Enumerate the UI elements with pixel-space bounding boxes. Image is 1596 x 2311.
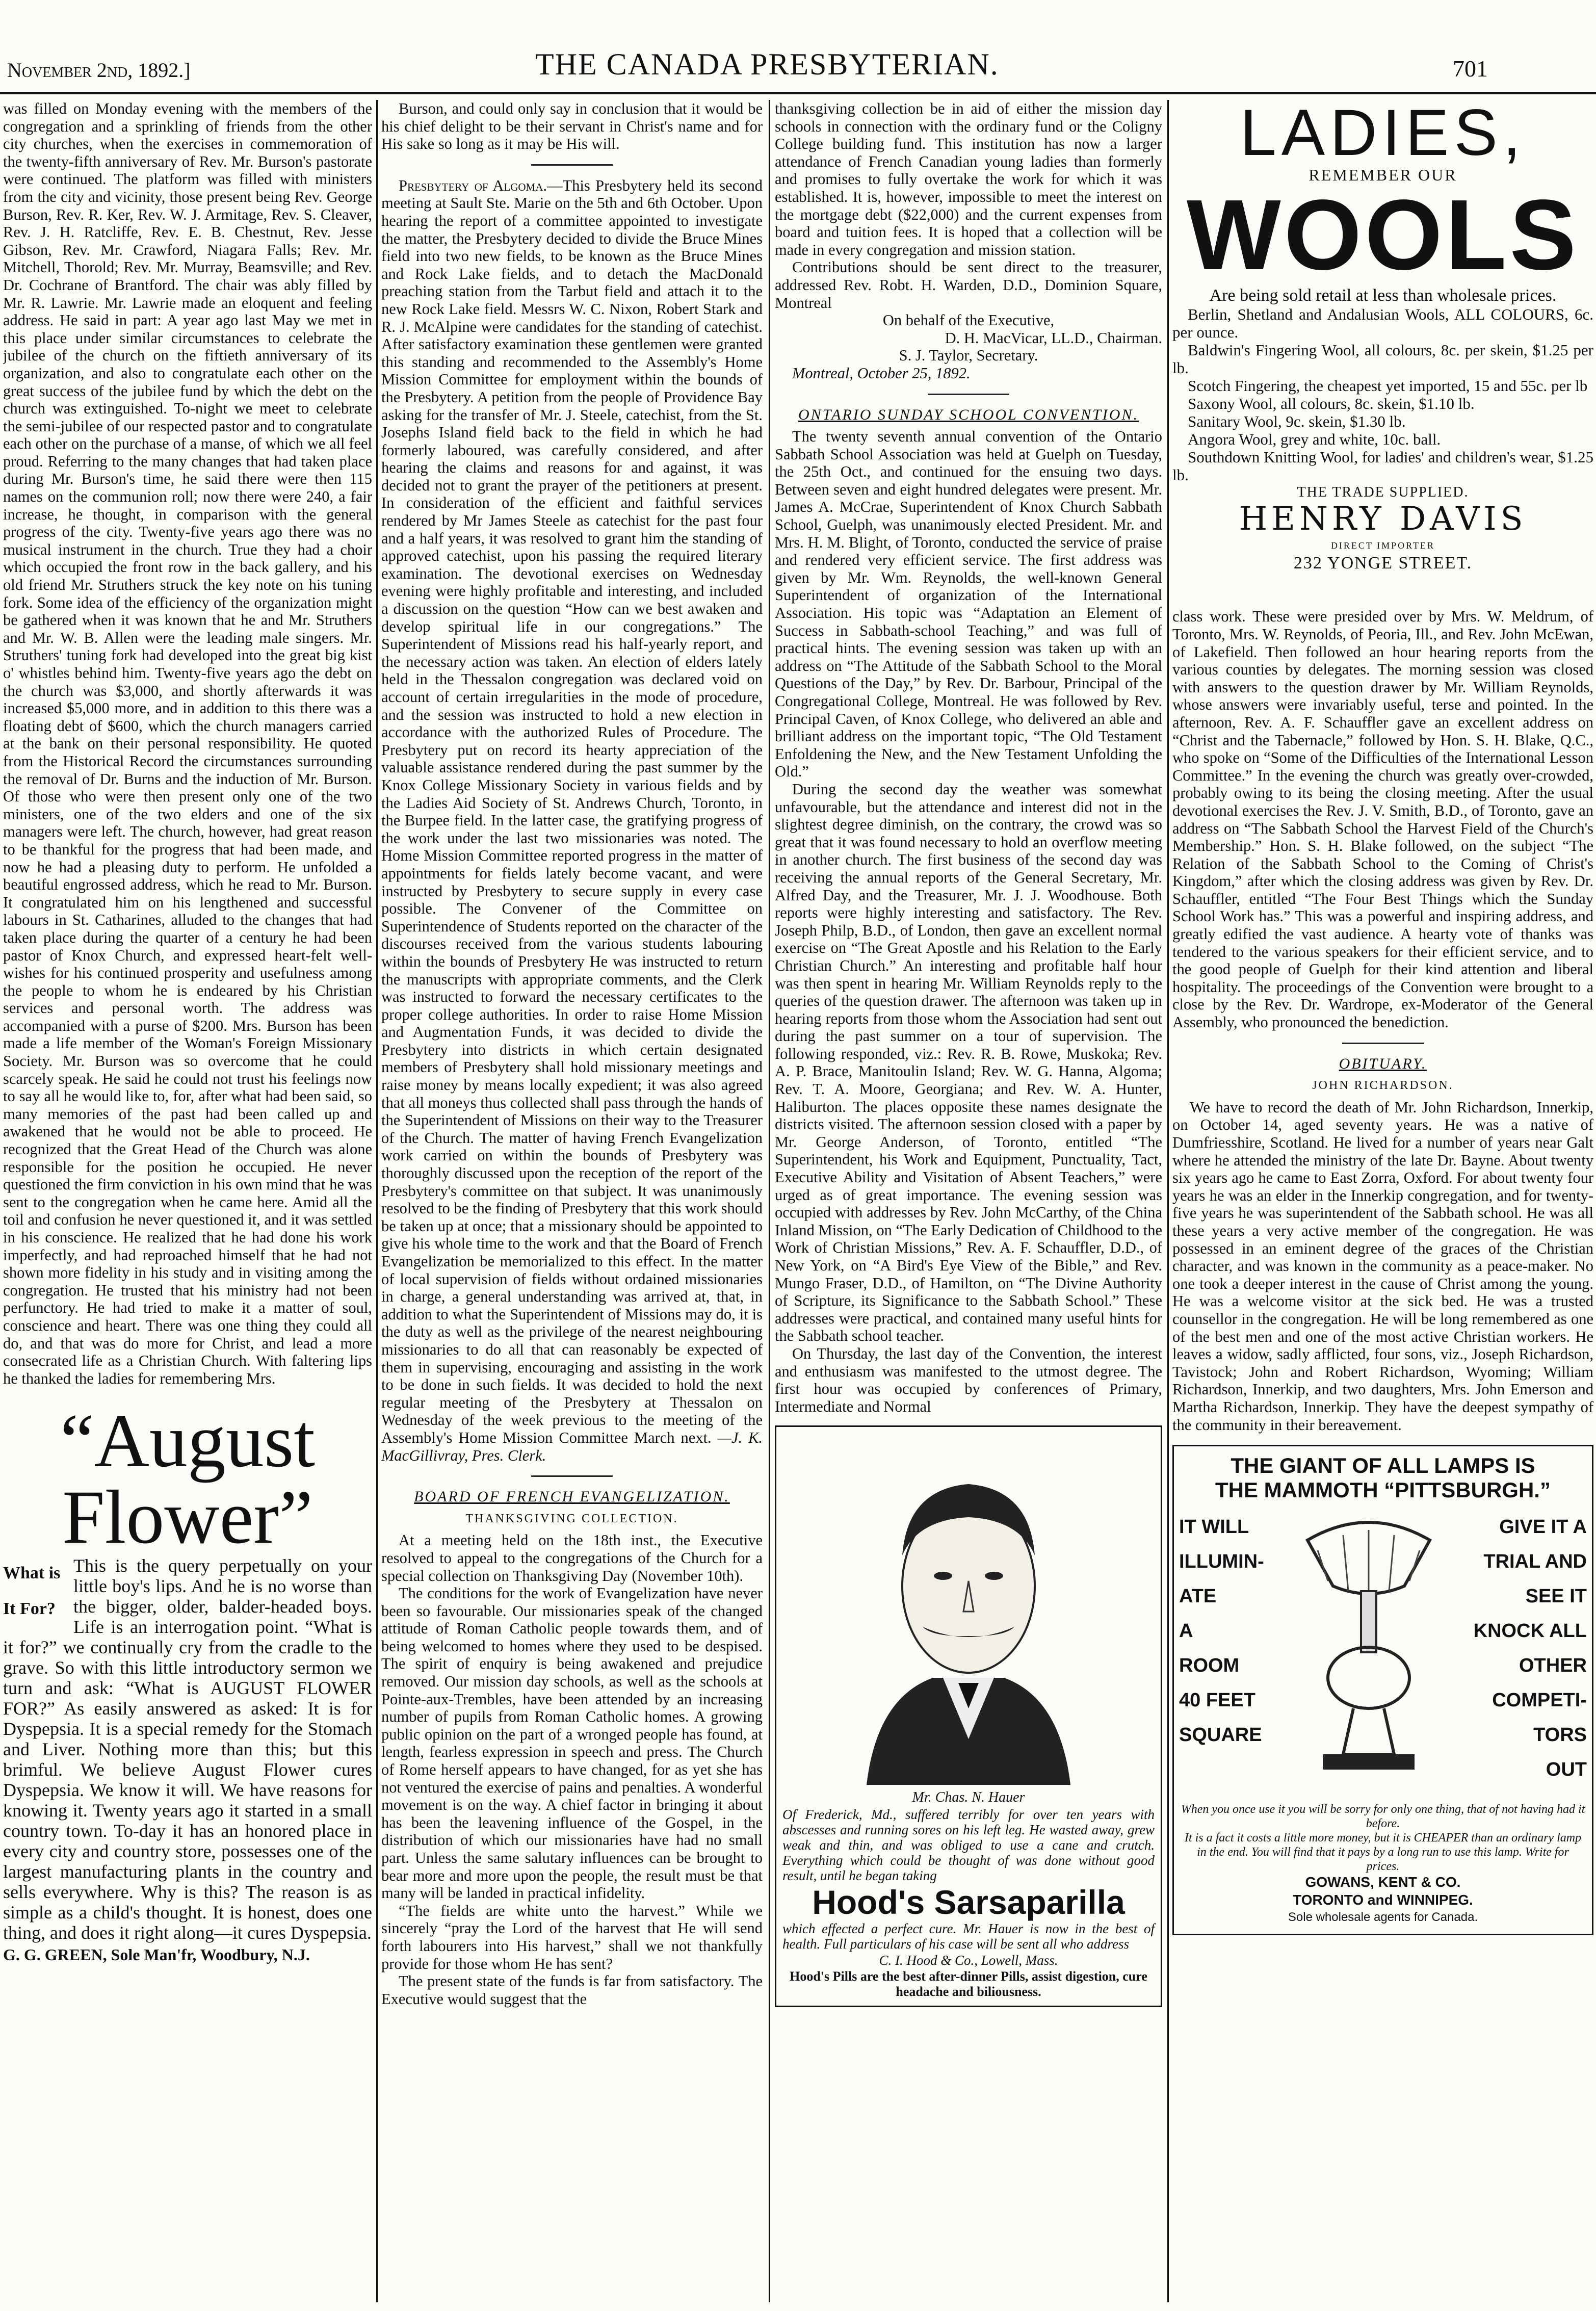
spacer (1172, 572, 1593, 608)
portrait-illustration (782, 1433, 1155, 1785)
header-rule (0, 92, 1596, 94)
ad-left-text (1179, 1510, 1264, 1795)
ad-line: ATE (1179, 1586, 1217, 1607)
article-text: “The fields are white unto the harvest.” While we sincerely “pray the Lord of the harvest that He will send forth labourers into His harvest,” shall we not thankfully provide for those whom He has sent? (381, 1902, 763, 1972)
separator (531, 164, 613, 166)
ad-line: IT WILL (1179, 1516, 1249, 1538)
ad-firm: GOWANS, KENT & CO. (1305, 1874, 1461, 1890)
ad-line: ILLUMIN- (1179, 1551, 1264, 1573)
article-presbytery-algoma (381, 177, 763, 1464)
ad-title-wools: WOOLS (1186, 178, 1580, 291)
ad-merchant-name: HENRY DAVIS (1239, 500, 1527, 538)
ad-body (3, 1555, 372, 1943)
ad-line: ROOM (1179, 1655, 1240, 1677)
ad-line: OTHER (1519, 1655, 1587, 1677)
article-text: The twenty seventh annual convention of the Ontario Sabbath School Association was held at Guelph on Tuesday, the 25th Oct., and continued for the ensuing two days. Between seven and eight hundred delegates were present. Mr. James A. McCrae, Superintendent of Knox Church Sabbath School, Guelph, was unanimously elected President. Mr. and Mrs. H. M. Blight, of Toronto, conducted the service of praise and rendered very efficient service. The first address was given by Mr. Wm. Reynolds, the well-known General Superintendent of organization of the International Association. His topic was “Adaptation an Element of Success in Sabbath-school Teaching,” and was full of practical hints. The evening session was taken up with an address on “The Attitude of the Sabbath School to the Moral Questions of the Day,” by Rev. Dr. Barbour, Principal of the Congregational College, Montreal. He was followed by Rev. Principal Caven, of Knox College, who delivered an able and brilliant address on the important topic, “The Old Testament Enfoldening the New, and the New Testament Unfolding the Old.” (775, 428, 1162, 781)
ladies-wools-ad (1172, 100, 1593, 572)
ad-line: OUT (1546, 1759, 1587, 1781)
article-text: During the second day the weather was somewhat unfavourable, but the attendance and interest did not in the slightest degree diminish, on the contrary, the crowd was so great that it was found necessary to hold an overflow meeting in another church. The first business of the second day was receiving the annual reports of the General Secretary, Mr. Alfred Day, and the Treasurer, Mr. J. J. Woodhouse. Both reports were highly interesting and satisfactory. The Rev. Joseph Philp, B.D., of London, then gave an excellent normal exercise on “The Great Apostle and his Relation to the Early Christian Church.” An interesting and profitable half hour was then spent in hearing Mr. William Reynolds reply to the queries of the question drawer. The afternoon was taken up in hearing reports from those whom the Association had sent out during the past summer on a tour of supervision. The following responded, viz.: Rev. R. B. Rowe, Muskoka; Rev. A. P. Brace, Manitoulin Island; Rev. W. G. Hanna, Algoma; Rev. T. A. Moore, Georgiana; and Rev. W. A. Hunter, Haliburton. The places opposite these names designate the districts visited. The afternoon session closed with a paper by Mr. George Anderson, of Toronto, entitled “The Superintendent, his Work and Equipment, Punctuality, Tact, Executive Ability and Visitation of Absent Teachers,” were urged as of great importance. The evening session was occupied with addresses by Rev. John McCarthy, of the China Inland Mission, on “The Early Dedication of Childhood to the Work of Christian Missions,” Rev. A. F. Schauffler, D.D., of New York, on “A Bird's Eye View of the Bible,” and Rev. Mungo Fraser, D.D., of Hamilton, on “The Divine Authority of Scripture, its Significance to the Sabbath School.” These addresses were practical, and contained many useful hints for the Sabbath school teacher. (775, 780, 1162, 1345)
ad-subtitle: REMEMBER OUR (1309, 166, 1457, 184)
separator (928, 394, 1009, 395)
ad-title: Hood's Sarsaparilla (812, 1883, 1125, 1921)
ad-city: TORONTO and WINNIPEG. (1293, 1891, 1473, 1908)
masthead-title: THE CANADA PRESBYTERIAN. (535, 47, 999, 81)
article-lead: Presbytery of Algoma. (399, 176, 547, 194)
ad-copy: It is a fact it costs a little more money, but it is CHEAPER than an ordinary lamp in the end. You will find that it pays by a long run to use this lamp. Write for prices. (1184, 1831, 1582, 1874)
obituary-text: We have to record the death of Mr. John Richardson, Innerkip, on October 14, aged seventy years. He was a native of Dumfriesshire, Scotland. He lived for a number of years near Galt where he attended the ministry of the late Dr. Bayne. About twenty six years ago he came to East Zorra, Oxford. For about twenty four years he was an elder in the Innerkip congregation, and for twenty-five years he was superintendent of the Sabbath school. He was all these years a very active member of the congregation. He was possessed in an eminent degree of the graces of the Christian character, and was known in the community as a peace-maker. No one took a deeper interest in the cause of Christ among the young. He was a welcome visitor at the sick bed. He was a trusted counsellor in the congregation. He will be long remembered as one of the best men and one of the most active Christian workers. He leaves a widow, sadly afflicted, four sons, viz., Joseph Richardson, Tavistock; John and Robert Richardson, Wyoming; William Richardson, Innerkip, and two daughters, Mrs. John Emerson and Martha Richardson, Innerkip. They have the deepest sympathy of the community in their bereavement. (1172, 1098, 1593, 1434)
separator (1342, 1043, 1424, 1044)
portrait-caption: Mr. Chas. N. Hauer (912, 1789, 1025, 1805)
article-burson-text: was filled on Monday evening with the members of the congregation and a sprinkling of friends from the other city churches, when the exercises in commemoration of the twenty-fifth anniversary of Rev. Mr. Burson's pastorate were continued. The platform was filled with ministers from the city and vicinity, those present being Rev. George Burson, Rev. R. Ker, Rev. W. J. Armitage, Rev. S. Cleaver, Rev. J. H. Ratcliffe, Rev. E. B. Chestnut, Rev. Jesse Gibson, Rev. Mr. Crawford, Niagara Falls; Rev. Mr. Mitchell, Thorold; Rev. Mr. Murray, Beamsville; and Rev. Dr. Cochrane of Brantford. The chair was ably filled by Mr. R. Lawrie. Mr. Lawrie made an eloquent and feeling address. He said in part: A year ago last May we met in this place under similar circumstances to celebrate the jubilee of the church on the fiftieth anniversary of its organization, and also to congratulate each other on the great success of the jubilee fund by which the debt on the church was extinguished. To-night we meet to celebrate the semi-jubilee of our respected pastor and to congratulate each other on the purchase of a manse, of which we all feel proud. Referring to the many changes that had taken place during Mr. Burson's time, he said there were then 115 names on the communion roll; now there were 240, a fair increase, he thought, in comparison with the general progress of the city. Twenty-five years ago there was no musical instrument in the church. True they had a choir which occupied the front row in the back gallery, and his old friend Mr. Struthers struck the key note on his tuning fork. Some idea of the efficiency of the organization might be gathered when it was known that he and Mr. Struthers and Mr. W. B. Allen were the leading male singers. Mr. Struthers' tuning fork had developed into the great big kist o' whistles behind him. Twenty-five years ago the debt on the church was $3,000, and shortly afterwards it was increased $5,000 more, and in addition to this there was a floating debt of $600, which the church managers carried at the bank on their personal responsibility. He quoted from the Historical Record the circumstances surrounding the removal of Dr. Burns and the induction of Mr. Burson. Of those who were then present only one of the two ministers, one of the two elders and one of the six managers were left. The church, however, had great reason to be thankful for the progress that had been made, and now he had a pleasing duty to perform. He unfolded a beautiful engrossed address, which he read to Mr. Burson. It congratulated him on his lengthened and successful labours in St. Catharines, alluded to the changes that had taken place during the quarter of a century he had been pastor of Knox Church, and expressed heart-felt well-wishes for his continued prosperity and usefulness among the people to whom he is endeared by his Christian services and personal worth. The address was accompanied with a purse of $200. Mrs. Burson has been made a life member of the Woman's Foreign Missionary Society. Mr. Burson was so overcome that he could scarcely speak. He said he could not trust his feelings now to say all he would like to, for, after what had been said, so many memories of the past had been called up and awakened that he would not be able to proceed. He recognized that the Great Head of the Church was alone responsible for the position he occupied. He never questioned the firm conviction in his own mind that he was sent to the congregation when he came here. Amid all the toil and confusion he never questioned it, and it was settled in his conscience. He realized that he had done his work imperfectly, and had reproached himself that he had not shown more fidelity in his study and in visiting among the congregation. He trusted that his ministry had not been perfunctory. He had tried to make it a matter of soul, conscience and heart. There was one thing they could all do, and that was do more for Christ, and lead a more consecrated life as a Christian Church. With faltering lips he thanked the ladies for remembering Mrs. (3, 100, 372, 1387)
column-4 (1172, 100, 1593, 2302)
ad-line: COMPETI- (1492, 1690, 1587, 1711)
section-heading: BOARD OF FRENCH EVANGELIZATION. (414, 1488, 730, 1505)
price-item: Sanitary Wool, 9c. skein, $1.30 lb. (1188, 412, 1406, 430)
price-item: Saxony Wool, all colours, 8c. skein, $1.10 lb. (1188, 394, 1475, 412)
ad-merchant-title: DIRECT IMPORTER (1330, 540, 1435, 551)
signature: D. H. MacVicar, LL.D., Chairman. (945, 329, 1162, 347)
price-item: Baldwin's Fingering Wool, all colours, 8c. per skein, $1.25 per lb. (1172, 341, 1593, 377)
ad-line: SEE IT (1525, 1586, 1587, 1607)
price-item: Scotch Fingering, the cheapest yet imported, 15 and 55c. per lb (1188, 376, 1588, 395)
lamp-ad (1172, 1445, 1593, 1935)
ad-merchant-address: 232 YONGE STREET. (1293, 553, 1473, 573)
ad-side-label: It For? (3, 1599, 56, 1619)
ad-footer: G. G. GREEN, Sole Man'fr, Woodbury, N.J. (3, 1945, 310, 1964)
price-item: Berlin, Shetland and Andalusian Wools, ALL COLOURS, 6c. per ounce. (1172, 305, 1593, 341)
article-text: Contributions should be sent direct to the treasurer, addressed Rev. Robt. H. Warden, D.D., Dominion Square, Montreal (775, 258, 1162, 311)
article-text: —This Presbytery held its second meeting at Sault Ste. Marie on the 5th and 6th October. Upon hearing the report of a committee appointed to investigate the matter, the Presbytery decided to divide the Bruce Mines field into two new fields, to be known as the Bruce Mines and Rock Lake fields, and to detach the MacDonald preaching station from the Tarbut field and attach it to the new Rock Lake field. Messrs W. C. Nixon, Robert Stark and R. J. McAlpine were candidates for the standing of catechist. After satisfactory examination these gentlemen were granted this standing and recommended to the Assembly's Home Mission Committee for employment within the bounds of the Presbytery. A petition from the people of Providence Bay asking for the transfer of Mr. J. Steele, catechist, from the St. Josephs Island field back to the field in which he had formerly laboured, was carefully considered, and after hearing the claims and reasons for and against, it was decided not to grant the prayer of the petitioners at present. In consideration of the efficient and faithful services rendered by Mr James Steele as catechist for the past four and a half years, it was resolved to grant him the standing of approved catechist, upon his passing the required literary examination. The devotional exercises on Wednesday evening were highly profitable and interesting, and included a discussion on the question “How can we best awaken and develop spiritual life in our congregations.” The Superintendent of Missions read his half-yearly report, and the necessary action was taken. An election of elders lately held in the Thessalon congregation was declared void on account of certain irregularities in the mode of procedure, and the session was instructed to hold a new election in accordance with the authorized Rules of Procedure. The Presbytery put on record its hearty appreciation of the valuable assistance rendered during the past summer by the Knox College Missionary Society in various fields and by the Ladies Aid Society of St. Andrews Church, Toronto, in the Burpee field. In the latter case, the gratifying progress of the work under the last two missionaries was noted. The Home Mission Committee reported progress in the matter of appointments for fields lately become vacant, and were instructed by Presbytery to secure supply in every case possible. The Convener of the Committee on Superintendence of Students reported on the character of the discourses received from the various students labouring within the bounds of Presbytery He was instructed to return the manuscripts with appropriate comments, and the Clerk was instructed to forward the necessary certificates to the proper college authorities. In order to raise Home Mission and Augmentation Funds, it was decided to divide the Presbytery into districts in which certain designated members of Presbytery shall hold missionary meetings and raise money by means locally expedient; it was also agreed that all moneys thus collected shall pass through the hands of the Superintendent of Missions on their way to the Treasurer of the Church. The matter of having French Evangelization work carried on within the bounds of Presbytery was thoroughly discussed upon the reception of the report of the Presbytery's committee on that subject. It was unanimously resolved to be the finding of Presbytery that this work should be taken up at once; that a missionary should be appointed to give his whole time to the work and that the Board of French Evangelization be memorialized to this effect. In the matter of local supervision of fields without ordained missionaries in charge, a general understanding was arrived at, that, in addition to what the Superintendent of Missions may do, it is the duty as well as the privilege of the nearest neighbouring missionaries to do all that can reasonably be expected of them in supervising, encouraging and assisting in the work to be done in such fields. It was decided to hold the next regular meeting of the Presbytery at Thessalon on Wednesday of the week previous to the meeting of the Assembly's Home Mission Committee March next. (381, 176, 763, 1446)
section-subheading: THANKSGIVING COLLECTION. (465, 1512, 678, 1525)
ad-line: GIVE IT A (1499, 1516, 1587, 1538)
ad-copy: which effected a perfect cure. Mr. Hauer is now in the best of health. Full particulars of his case will be sent all who address (782, 1920, 1155, 1952)
ad-line: TRIAL AND (1483, 1551, 1587, 1573)
article-text: At a meeting held on the 18th inst., the Executive resolved to appeal to the congregations of the Church for a special collection on Thanksgiving Day (November 10th). (381, 1531, 763, 1585)
separator (531, 1475, 613, 1477)
issue-date: November 2nd, 1892.] (7, 59, 191, 82)
page-number: 701 (1453, 56, 1488, 82)
ad-line: TORS (1533, 1724, 1587, 1746)
price-item: Southdown Knitting Wool, for ladies' and children's wear, $1.25 lb. (1172, 448, 1593, 484)
column-divider (376, 100, 378, 2302)
ad-body (1179, 1510, 1587, 1795)
article-text: Burson, and could only say in conclusion that it would be his chief delight to be their servant in Christ's name and for His sake so long as it may be His will. (381, 100, 763, 153)
ad-line: A (1179, 1620, 1193, 1642)
ad-side-label: What is (3, 1564, 61, 1583)
page-header (0, 47, 1596, 88)
ad-line: SQUARE (1179, 1724, 1262, 1746)
section-heading: OBITUARY. (1339, 1055, 1427, 1072)
lamp-illustration (1277, 1510, 1460, 1795)
august-flower-ad (3, 1398, 372, 1964)
ad-copy: When you once use it you will be sorry for only one thing, that of not having had it before. (1181, 1803, 1585, 1831)
article-text: On Thursday, the last day of the Convention, the interest and enthusiasm was manifested to the utmost degree. The first hour was occupied by conferences of Primary, Intermediate and Normal (775, 1344, 1162, 1415)
article-text: The conditions for the work of Evangelization have never been so favourable. Our missionaries speak of the changed attitude of Roman Catholic people towards them, and of being welcomed to homes where they used to be despised. The spirit of enquiry is being awakened and prejudice removed. Our mission day schools, as well as the schools at Pointe-aux-Trembles, have been attended by an increasing number of pupils from Roman Catholic homes. A growing public opinion on the part of a wronged people has found, at length, fearless expression in speech and press. The Church of Rome herself appears to have changed, for as yet she has not ventured the exercise of pains and penalties. A wonderful movement is on the way. A chief factor in bringing it about has been the leavening influence of the Gospel, in the distribution of which our missionaries have had no small part. Unless the same salutary influences can be brought to bear more and more upon the people, the result must be that many will be landed in practical infidelity. (381, 1585, 763, 1902)
section-subheading: JOHN RICHARDSON. (1312, 1079, 1454, 1093)
article-text: class work. These were presided over by Mrs. W. Meldrum, of Toronto, Mrs. W. Reynolds, of Peoria, Ill., and Rev. John McEwan, of Lakefield. Then followed an hour hearing reports from the various counties by delegates. The morning session was closed with answers to the question drawer by Mr. William Reynolds, whose answers were invariably useful, terse and pointed. In the afternoon, Rev. A. F. Schauffler gave an excellent address on “Christ and the Tabernacle,” followed by Hon. S. H. Blake, Q.C., who spoke on “Some of the Difficulties of the International Lesson Committee.” In the evening the church was greatly over-crowded, probably owing to its being the closing meeting. After the usual devotional exercises the Rev. J. V. Smith, B.D., of Toronto, gave an address on “The Sabbath School the Harvest Field of the Church's Membership.” Hon. S. H. Blake followed, on the subject “The Relation of the Sabbath School to the Coming of Christ's Kingdom,” after which the closing address was given by Rev. Dr. Schauffler, entitled “The Four Best Things which the Sunday School Work has.” This was a powerful and inspiring address, and greatly edified the vast audience. A hearty vote of thanks was tendered to the various speakers for their efficient service, and to the good people of Guelph for their kind attention and liberal hospitality. The proceedings of the Convention were brought to a close by the Rev. Dr. Wardrope, ex-Moderator of the General Assembly, who pronounced the benediction. (1172, 608, 1593, 1031)
price-item: Angora Wool, grey and white, 10c. ball. (1188, 430, 1441, 448)
ad-title: THE GIANT OF ALL LAMPS IS (1231, 1453, 1535, 1478)
ad-sidebar (3, 1555, 69, 1627)
ad-copy: This is the query perpetually on your little boy's lips. And he is no worse than the bigger, older, balder-headed boys. Life is an interrogation point. “What is it for?” we continually cry from the cradle to the grave. So with this little introductory sermon we turn and ask: “What is AUGUST FLOWER FOR?” As easily answered as asked: It is for Dyspepsia. It is a special remedy for the Stomach and Liver. Nothing more than this; but this brimful. We believe August Flower cures Dyspepsia. We know it will. We have reasons for knowing it. Twenty years ago it started in a small country town. To-day it has an honored place in every city and country store, possesses one of the largest manufacturing plants in the country and sells everywhere. Why is this? The reason is as simple as a child's thought. It is honest, does one thing, and does it right along—it cures Dyspepsia. (3, 1555, 372, 1943)
article-text: The present state of the funds is far from satisfactory. The Executive would suggest that the (381, 1972, 763, 2008)
ad-footer: Hood's Pills are the best after-dinner Pills, assist digestion, cure headache and biliousness. (790, 1969, 1147, 2000)
ad-line: 40 FEET (1179, 1690, 1255, 1711)
signature: S. J. Taylor, Secretary. (899, 347, 1038, 365)
hoods-sarsaparilla-ad (775, 1425, 1162, 2007)
ad-title: “August Flower” (60, 1398, 315, 1560)
ad-right-text (1474, 1510, 1587, 1795)
ad-address: C. I. Hood & Co., Lowell, Mass. (879, 1952, 1058, 1968)
article-text: thanksgiving collection be in aid of either the mission day schools in connection with the ordinary fund or the Coligny College building fund. This institution has now a larger attendance of French Canadian young ladies than formerly and promises to fully overtake the work for which it was established. It is, however, impossible to meet the interest on the mortgage debt ($22,000) and the current expenses from board and tuition fees. It is hoped that a collection will be made in every congregation and mission station. (775, 100, 1162, 258)
ad-agents: Sole wholesale agents for Canada. (1288, 1910, 1478, 1925)
column-2 (381, 100, 763, 2302)
column-3 (775, 100, 1162, 2302)
section-heading: ONTARIO SUNDAY SCHOOL CONVENTION. (798, 406, 1139, 423)
ad-copy: Of Frederick, Md., suffered terribly for over ten years with abscesses and running sores on his left leg. He wasted away, grew weak and thin, and was obliged to use a cane and crutch. Everything which could be thought of was done without good result, until he began taking (782, 1806, 1155, 1883)
ad-tagline: Are being sold retail at less than wholesale prices. (1209, 285, 1557, 305)
ad-title-ladies: LADIES, (1240, 100, 1526, 169)
article-signature: —J. K. MacGillivray, Pres. Clerk. (381, 1429, 763, 1464)
column-divider (1167, 100, 1169, 2302)
article-text: On behalf of the Executive, (882, 311, 1055, 329)
ad-line: KNOCK ALL (1473, 1620, 1587, 1642)
column-1 (3, 100, 372, 2302)
dateline-text: Montreal, October 25, 1892. (792, 364, 971, 382)
dateline (775, 365, 1162, 382)
ad-note: THE TRADE SUPPLIED. (1297, 484, 1469, 500)
ad-title: THE MAMMOTH “PITTSBURGH.” (1215, 1478, 1551, 1502)
column-divider (769, 100, 770, 2302)
